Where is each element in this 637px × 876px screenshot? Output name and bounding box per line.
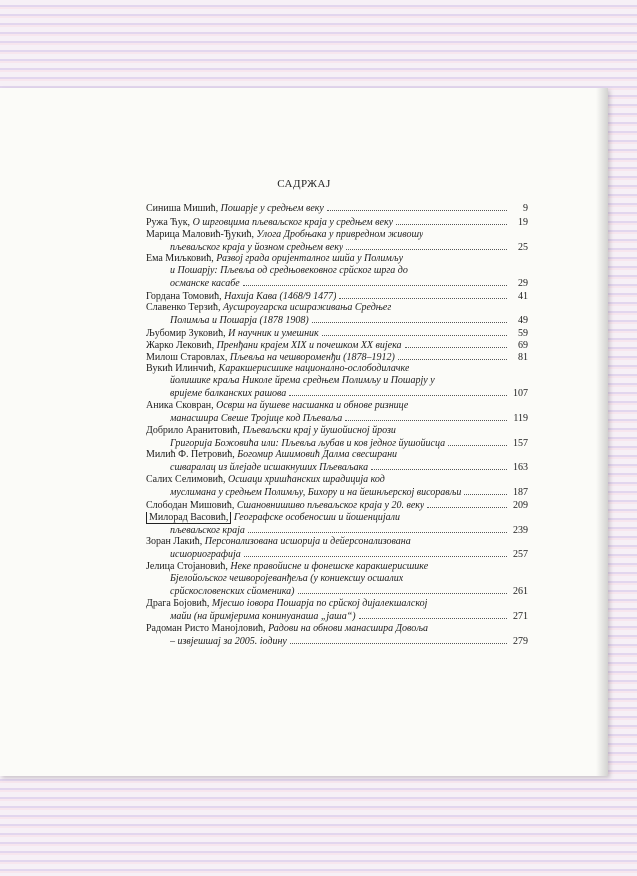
toc-entry xyxy=(146,499,528,511)
toc-entry xyxy=(146,202,528,214)
toc-entry xyxy=(146,327,528,339)
toc-line xyxy=(146,216,528,228)
toc-title: Каракшерисшике национално-ослободилачке xyxy=(218,363,410,374)
toc-leader-dots xyxy=(298,585,508,594)
toc-line xyxy=(146,536,528,548)
toc-line xyxy=(146,610,528,622)
table-of-contents xyxy=(146,202,528,647)
toc-author: Милић Ф. Петровић, xyxy=(146,449,235,460)
toc-page-number: 257 xyxy=(513,549,528,560)
toc-title: Аусшроугарска исшраживања Средњег xyxy=(223,302,392,313)
toc-page-number: 9 xyxy=(523,203,528,214)
toc-page-number: 119 xyxy=(513,413,528,424)
toc-title: И научник и умешник xyxy=(228,328,319,339)
toc-line xyxy=(146,253,528,265)
toc-title: О шрговцима пљеваљског краја у средњем веку xyxy=(192,217,394,228)
toc-line xyxy=(146,486,528,498)
toc-title: исшориографија xyxy=(170,549,241,560)
toc-title: Богомир Ашимовић Далма свесшрани xyxy=(237,449,398,460)
toc-title: срйскословенских сйоменика) xyxy=(170,586,295,597)
toc-line xyxy=(146,425,528,437)
toc-line xyxy=(146,375,528,387)
toc-line xyxy=(146,437,528,449)
toc-title: османске касабе xyxy=(170,278,240,289)
toc-author: Салих Селимовић, xyxy=(146,474,226,485)
toc-line xyxy=(146,290,528,302)
toc-page-number: 107 xyxy=(513,388,528,399)
toc-line xyxy=(146,548,528,560)
toc-page-number: 271 xyxy=(513,611,528,622)
book-page xyxy=(0,88,608,776)
toc-line xyxy=(146,623,528,635)
page-spine-shadow xyxy=(596,88,608,776)
toc-leader-dots xyxy=(289,387,507,396)
toc-leader-dots xyxy=(346,241,507,250)
toc-author: Славенко Терзић, xyxy=(146,302,221,313)
toc-title: Географске особеносши и йошенцијали xyxy=(233,512,400,523)
toc-title: – извјешшај за 2005. іодину xyxy=(170,636,287,647)
toc-page-number: 81 xyxy=(518,352,528,363)
toc-leader-dots xyxy=(371,461,507,470)
toc-line xyxy=(146,524,528,536)
toc-line xyxy=(146,314,528,326)
toc-leader-dots xyxy=(290,635,507,644)
toc-leader-dots xyxy=(243,277,507,286)
toc-author: Аника Сковран, xyxy=(146,400,214,411)
toc-entry xyxy=(146,229,528,253)
toc-title: вријеме балканских рашова xyxy=(170,388,287,399)
toc-author: Добрило Аранитовић, xyxy=(146,425,240,436)
toc-leader-dots xyxy=(405,339,507,348)
toc-title: Полимља и Пошарја (1878 1908) xyxy=(170,315,309,326)
toc-line xyxy=(146,302,528,314)
toc-entry xyxy=(146,400,528,424)
toc-line xyxy=(146,400,528,412)
toc-line xyxy=(146,561,528,573)
toc-page-number: 163 xyxy=(513,462,528,473)
toc-author: Ружа Ћук, xyxy=(146,217,191,228)
toc-page-number: 59 xyxy=(518,328,528,339)
toc-title: Осврш на йушеве насшанка и обнове ризнице xyxy=(216,400,409,411)
toc-title: Неке правойисне и фонешске каракшерисшике xyxy=(230,561,429,572)
toc-page-number: 261 xyxy=(513,586,528,597)
toc-leader-dots xyxy=(427,499,507,508)
toc-author: Гордана Томовић, xyxy=(146,291,222,302)
toc-leader-dots xyxy=(244,548,507,557)
toc-author: Жарко Лековић, xyxy=(146,340,215,351)
toc-page-number: 49 xyxy=(518,315,528,326)
toc-page-number: 157 xyxy=(513,438,528,449)
toc-author: Синиша Мишић, xyxy=(146,203,219,214)
toc-author: Зоран Лакић, xyxy=(146,536,203,547)
toc-title: Улога Дробњака у привредном живошу xyxy=(256,229,424,240)
toc-title: манасшира Свеше Тројице код Пљеваља xyxy=(170,413,343,424)
toc-page-number: 19 xyxy=(518,217,528,228)
toc-title: Сшановнишшво пљеваљског краја у 20. веку xyxy=(236,500,425,511)
toc-line xyxy=(146,229,528,241)
toc-author: Радоман Ристо Манојловић, xyxy=(146,623,266,634)
toc-title: Развој града оријенталног шийа у Полимљу xyxy=(216,253,404,264)
toc-entry xyxy=(146,363,528,399)
page-title: САДРЖАЈ xyxy=(277,178,331,190)
toc-author: Милорад Васовић, xyxy=(146,512,231,524)
toc-leader-dots xyxy=(448,437,507,446)
toc-leader-dots xyxy=(322,327,507,336)
toc-line xyxy=(146,351,528,363)
toc-entry xyxy=(146,425,528,449)
toc-author: Слободан Мишовић, xyxy=(146,500,235,511)
toc-entry xyxy=(146,474,528,498)
toc-line xyxy=(146,461,528,473)
toc-line xyxy=(146,327,528,339)
toc-leader-dots xyxy=(398,351,507,360)
toc-line xyxy=(146,265,528,277)
toc-leader-dots xyxy=(396,216,507,225)
toc-leader-dots xyxy=(359,610,507,619)
toc-line xyxy=(146,474,528,486)
toc-author: Ема Миљковић, xyxy=(146,253,214,264)
toc-leader-dots xyxy=(345,412,507,421)
toc-title: Мјесшо іовора Пошарја по срйској дијалекшалској xyxy=(211,598,428,609)
toc-title: и Пошарју: Пљевља од средњовековног срйског шрга до xyxy=(170,265,408,276)
toc-line xyxy=(146,387,528,399)
toc-entry xyxy=(146,536,528,560)
toc-entry xyxy=(146,290,528,302)
toc-page-number: 209 xyxy=(513,500,528,511)
toc-line xyxy=(146,277,528,289)
toc-title: Нахија Кава (1468/9 1477) xyxy=(224,291,337,302)
toc-author: Драга Бојовић, xyxy=(146,598,210,609)
toc-line xyxy=(146,635,528,647)
toc-title: Персонализована исшорија и дейерсонализована xyxy=(204,536,411,547)
toc-page-number: 69 xyxy=(518,340,528,351)
toc-entry xyxy=(146,512,528,536)
toc-title: Григорија Божовића или: Пљевља љубав и ков једног йушойисца xyxy=(170,438,446,449)
toc-author: Милош Старовлах, xyxy=(146,352,228,363)
toc-line xyxy=(146,449,528,461)
toc-entry xyxy=(146,351,528,363)
toc-author: Марица Маловић-Ђукић, xyxy=(146,229,255,240)
toc-entry xyxy=(146,598,528,622)
toc-entry xyxy=(146,623,528,647)
toc-line xyxy=(146,241,528,253)
toc-leader-dots xyxy=(327,202,507,211)
toc-page-number: 239 xyxy=(513,525,528,536)
toc-title: йолишике краља Николе йрема средњем Полимљу и Пошарју у xyxy=(170,375,435,386)
toc-line xyxy=(146,412,528,424)
toc-line xyxy=(146,499,528,511)
toc-page-number: 279 xyxy=(513,636,528,647)
toc-leader-dots xyxy=(339,290,507,299)
toc-author: Љубомир Зуковић, xyxy=(146,328,226,339)
toc-line xyxy=(146,598,528,610)
toc-title: Радови на обнови манасшира Довоља xyxy=(268,623,429,634)
toc-page-number: 41 xyxy=(518,291,528,302)
toc-title: муслимана у средњем Полимљу, Бихору и на йешнљерској висорављи xyxy=(170,487,462,498)
toc-author: Вукић Илинчић, xyxy=(146,363,217,374)
toc-title: пљеваљског краја xyxy=(170,525,245,536)
toc-leader-dots xyxy=(464,486,507,495)
toc-entry xyxy=(146,561,528,597)
toc-page-number: 29 xyxy=(518,278,528,289)
toc-entry xyxy=(146,449,528,473)
toc-title: Пренђани крајем XIX и почешком XX вијека xyxy=(216,340,402,351)
toc-title: пљеваљског краја у йозном средњем веку xyxy=(170,242,344,253)
toc-title: Осшаци хришћанских шрадиција код xyxy=(228,474,385,485)
toc-line xyxy=(146,573,528,585)
toc-title: Пошарје у средњем веку xyxy=(220,203,324,214)
toc-page-number: 187 xyxy=(513,487,528,498)
toc-line xyxy=(146,512,528,524)
toc-leader-dots xyxy=(312,314,507,323)
toc-leader-dots xyxy=(248,524,507,533)
toc-title: сшваралац из йлејаде исшакнуших Пљеваљака xyxy=(170,462,369,473)
toc-title: майи (на йримјерима конинуанаша „јаша“) xyxy=(170,611,356,622)
toc-line xyxy=(146,202,528,214)
toc-line xyxy=(146,585,528,597)
toc-entry xyxy=(146,302,528,326)
toc-page-number: 25 xyxy=(518,242,528,253)
toc-title: Пљеваљски крај у йушойисној йрози xyxy=(242,425,396,436)
toc-entry xyxy=(146,339,528,351)
toc-entry xyxy=(146,253,528,289)
toc-author: Јелица Стојановић, xyxy=(146,561,228,572)
toc-title: Бјелойољског чешворојеванђеља (у кониексшу осшалих xyxy=(170,573,404,584)
toc-title: Пљевља на чешвороменђи (1878–1912) xyxy=(229,352,395,363)
toc-line xyxy=(146,363,528,375)
toc-line xyxy=(146,339,528,351)
toc-entry xyxy=(146,216,528,228)
